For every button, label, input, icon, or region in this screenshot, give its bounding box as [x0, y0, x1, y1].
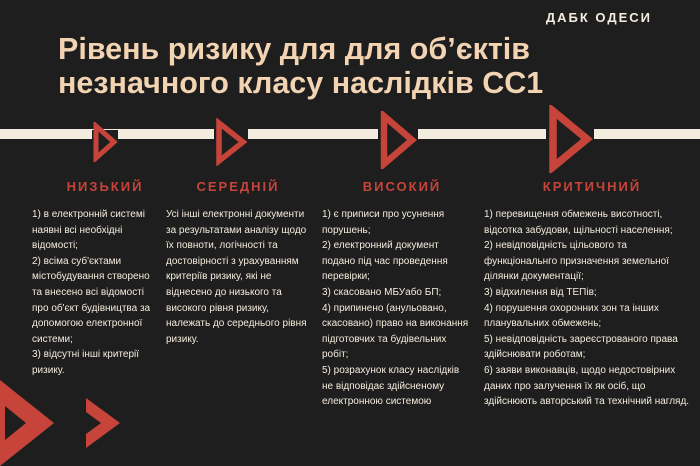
criterion-item: 6) заяви виконавців, щодо недостовірних даних про залучення їх як осіб, що здійснюють авторський та технічний нагляд. — [484, 364, 690, 408]
criterion-item: 3) скасовано МБУабо БП; — [322, 286, 442, 298]
criteria-list-high — [322, 207, 470, 410]
level-heading-low: НИЗЬКИЙ — [66, 179, 144, 194]
criterion-item: 4) припинено (анульовано, скасовано) право на виконання підготовчих та будівельних робіт; — [322, 302, 469, 361]
criterion-item: 5) розрахунок класу наслідків не відповідає здійсненому електронною системою — [322, 364, 460, 408]
decorative-triangle-small — [86, 398, 122, 448]
criterion-item: 2) невідповідність цільового та функціональнго призначення земельної ділянки документації; — [484, 240, 670, 283]
criterion-item: 4) порушення охоронних зон та інших планувальних обмежень; — [484, 302, 659, 330]
page-title — [58, 32, 658, 100]
timeline-marker-high — [378, 111, 418, 169]
criterion-item: 2) електронний документ подано під час проведення перевірки; — [322, 240, 448, 283]
criterion-item: 3) відхилення від ТЕПів; — [484, 286, 597, 298]
criterion-item: 1) є приписи про усунення порушень; — [322, 209, 445, 236]
organization-label: ДАБК ОДЕСИ — [545, 10, 652, 25]
criterion-item: Усі інші електронні документи за результатами аналізу щодо їх повноти, логічності та достовірності з урахуванням критеріїв ризику, які не віднесено до низького та високого рівня ризику, належать до середнього рівня ризику. — [166, 209, 307, 345]
timeline-marker-low — [92, 122, 118, 162]
criterion-item: 1) в електронній системі наявні всі необхідні відомості; — [32, 209, 145, 252]
title-line-1: Рівень ризику для для об’єктів — [58, 32, 530, 66]
criteria-list-medium — [166, 207, 312, 347]
level-heading-critical: КРИТИЧНИЙ — [542, 179, 642, 194]
level-heading-high: ВИСОКИЙ — [362, 179, 442, 194]
criterion-item: 5) невідповідність зареєстрованого права здійснювати роботам; — [484, 333, 678, 361]
decorative-triangle-large — [0, 380, 60, 466]
level-heading-medium: СЕРЕДНІЙ — [196, 179, 280, 194]
criteria-list-critical — [484, 207, 692, 410]
title-line-2: незначного класу наслідків СС1 — [58, 66, 544, 100]
timeline-marker-medium — [214, 118, 248, 166]
criterion-item: 2) всіма суб'єктами містобудування створено та внесено всі відомості про об'єкт будівництва за допомогою електронної системи; — [32, 255, 151, 345]
criterion-item: 3) відсутні інші критерії ризику. — [32, 349, 140, 376]
criterion-item: 1) перевищення обмежень висотності, відсотка забудови, щільності населення; — [484, 209, 673, 236]
criteria-list-low — [32, 207, 162, 379]
timeline-marker-critical — [546, 105, 594, 173]
